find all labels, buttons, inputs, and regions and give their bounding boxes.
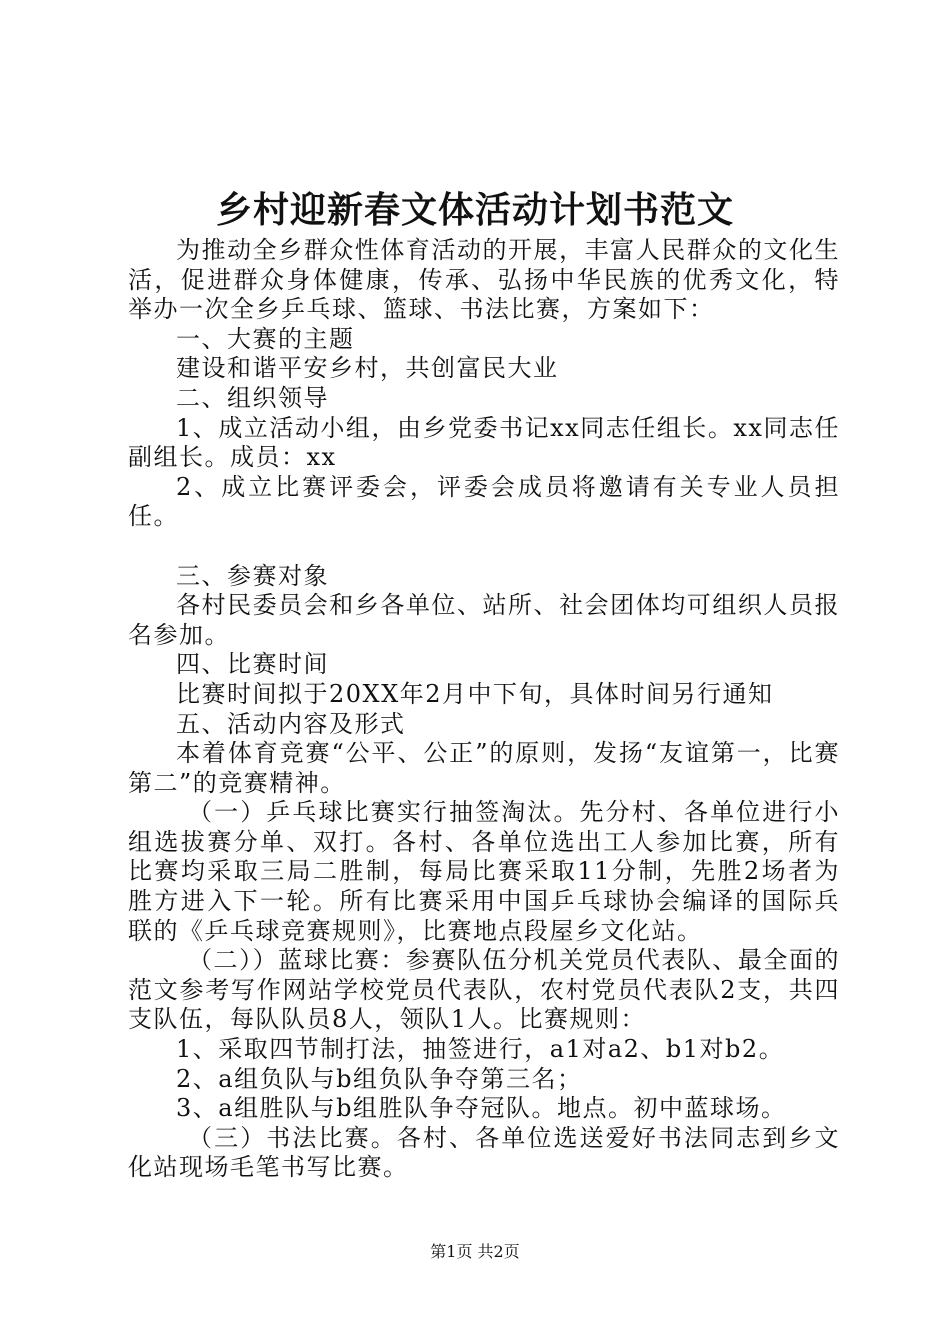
calligraphy-paragraph: （三）书法比赛。各村、各单位选送爱好书法同志到乡文化站现场毛笔书写比赛。 <box>128 1123 840 1182</box>
document-body <box>128 236 840 1183</box>
time-paragraph: 比赛时间拟于20XX年2月中下旬，具体时间另行通知 <box>176 679 774 708</box>
table-tennis-paragraph: （一）乒乓球比赛实行抽签淘汰。先分村、各单位进行小组选拔赛分单、双打。各村、各单位选出工人参加比赛，所有比赛均采取三局二胜制，每局比赛采取11分制，先胜2场者为胜方进入下一轮。所有比赛采用中国乒乓球协会编译的国际兵联的《乒乓球竞赛规则》，比赛地点段屋乡文化站。 <box>128 798 840 945</box>
basketball-paragraph: （二））蓝球比赛：参赛队伍分机关党员代表队、最全面的范文参考写作网站学校党员代表队，农村党员代表队2支，共四支队伍，每队队员8人，领队1人。比赛规则： <box>128 946 840 1034</box>
section-heading-theme: 一、大赛的主题 <box>176 324 355 353</box>
basketball-rule-3: 3、a组胜队与b组胜队争夺冠队。地点。初中蓝球场。 <box>176 1094 787 1123</box>
intro-paragraph: 为推动全乡群众性体育活动的开展，丰富人民群众的文化生活，促进群众身体健康，传承、弘扬中华民族的优秀文化，特举办一次全乡乒乓球、篮球、书法比赛，方案如下： <box>128 236 840 324</box>
section-heading-organization: 二、组织领导 <box>176 383 329 412</box>
basketball-rule-1: 1、采取四节制打法，抽签进行，a1对a2、b1对b2。 <box>176 1035 785 1064</box>
participants-paragraph: 各村民委员会和乡各单位、站所、社会团体均可组织人员报名参加。 <box>128 591 840 649</box>
blank-line <box>128 532 840 562</box>
theme-paragraph: 建设和谐平安乡村，共创富民大业 <box>176 354 559 383</box>
organization-item-2: 2、成立比赛评委会，评委会成员将邀请有关专业人员担任。 <box>128 472 840 531</box>
organization-item-1: 1、成立活动小组，由乡党委书记xx同志任组长。xx同志任副组长。成员：xx <box>128 413 840 472</box>
section-heading-participants: 三、参赛对象 <box>176 561 329 590</box>
section-heading-content: 五、活动内容及形式 <box>176 709 406 738</box>
section-heading-time: 四、比赛时间 <box>176 650 329 679</box>
basketball-rule-2: 2、a组负队与b组负队争夺第三名； <box>176 1064 583 1093</box>
content-paragraph: 本着体育竞赛“公平、公正”的原则，发扬“友谊第一，比赛第二”的竞赛精神。 <box>128 739 840 797</box>
document-title: 乡村迎新春文体活动计划书范文 <box>215 189 734 231</box>
page-number: 第1页 共2页 <box>430 1242 520 1261</box>
